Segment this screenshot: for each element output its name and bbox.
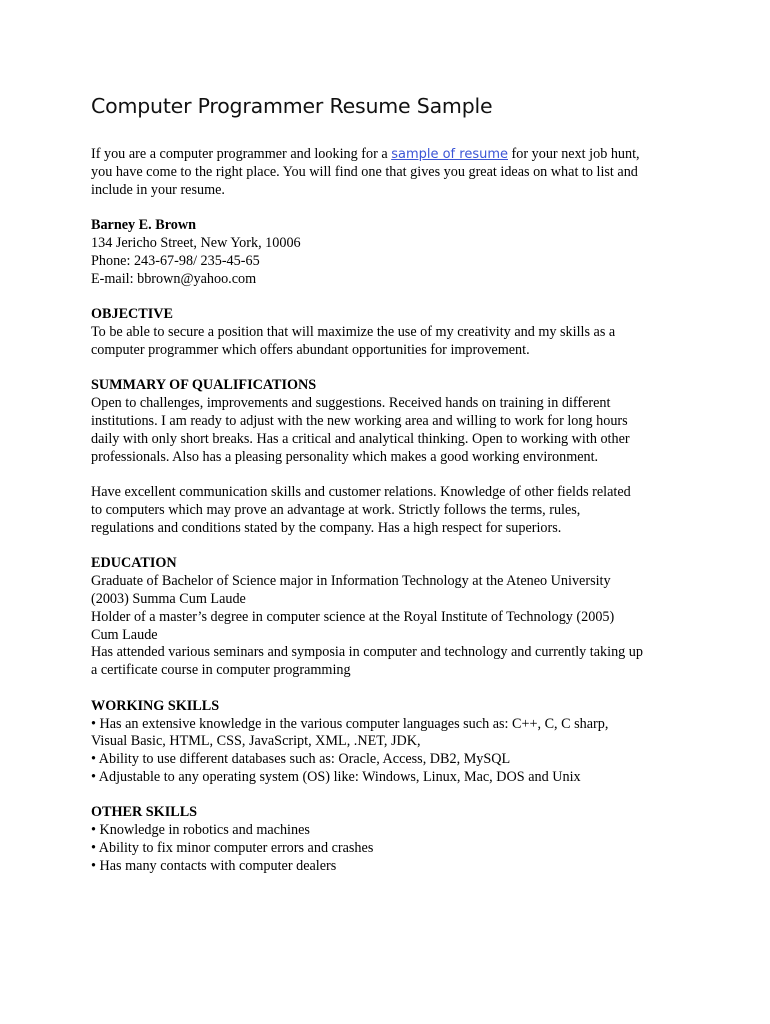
working-skills-item: • Ability to use different databases such as: Oracle, Access, DB2, MySQL	[91, 751, 511, 768]
working-skills-item: • Has an extensive knowledge in the various computer languages such as: C++, C, C sharp,	[91, 715, 609, 732]
education-line: a certificate course in computer programming	[91, 662, 351, 679]
education-heading: EDUCATION	[91, 555, 177, 572]
objective-section	[91, 306, 691, 359]
education-line: Cum Laude	[91, 626, 158, 643]
intro-paragraph	[91, 146, 691, 199]
intro-text-after-link: for your next job hunt,	[508, 146, 640, 162]
summary-line: professionals. Also has a pleasing personality which makes a good working environment.	[91, 448, 599, 465]
contact-email: E-mail: bbrown@yahoo.com	[91, 270, 257, 287]
summary-heading: SUMMARY OF QUALIFICATIONS	[91, 377, 317, 394]
education-line: Holder of a master’s degree in computer science at the Royal Institute of Technology (2005)	[91, 608, 615, 625]
contact-address: 134 Jericho Street, New York, 10006	[91, 234, 301, 251]
contact-phone: Phone: 243-67-98/ 235-45-65	[91, 252, 260, 269]
education-section	[91, 555, 691, 680]
summary-line: institutions. I am ready to adjust with the new working area and willing to work for long hours	[91, 412, 628, 429]
objective-line: computer programmer which offers abundant opportunities for improvement.	[91, 341, 530, 358]
intro-line-1	[91, 146, 691, 164]
summary-section	[91, 377, 691, 466]
contact-name: Barney E. Brown	[91, 217, 196, 234]
working-skills-section	[91, 698, 691, 787]
intro-text-before-link: If you are a computer programmer and looking for a	[91, 146, 392, 162]
page-title: Computer Programmer Resume Sample	[91, 94, 493, 118]
other-skills-item: • Ability to fix minor computer errors and crashes	[91, 840, 374, 857]
summary-line: Open to challenges, improvements and suggestions. Received hands on training in different	[91, 395, 611, 412]
working-skills-item: Visual Basic, HTML, CSS, JavaScript, XML, .NET, JDK,	[91, 733, 421, 750]
objective-line: To be able to secure a position that will maximize the use of my creativity and my skills as a	[91, 323, 616, 340]
working-skills-item: • Adjustable to any operating system (OS) like: Windows, Linux, Mac, DOS and Unix	[91, 768, 581, 785]
other-skills-item: • Has many contacts with computer dealers	[91, 857, 337, 874]
summary-line: to computers which may prove an advantage at work. Strictly follows the terms, rules,	[91, 501, 581, 518]
objective-heading: OBJECTIVE	[91, 306, 173, 323]
contact-block	[91, 217, 691, 288]
document-content	[91, 92, 691, 893]
education-line: Has attended various seminars and symposia in computer and technology and currently taking up	[91, 644, 643, 661]
intro-line-2: you have come to the right place. You will find one that gives you great ideas on what to list and	[91, 163, 638, 180]
summary-line: daily with only short breaks. Has a critical and analytical thinking. Open to working with other	[91, 430, 630, 447]
intro-line-3: include in your resume.	[91, 181, 225, 198]
summary-line: Have excellent communication skills and customer relations. Knowledge of other fields related	[91, 484, 631, 501]
summary-line: regulations and conditions stated by the company. Has a high respect for superiors.	[91, 519, 562, 536]
summary-paragraph-2	[91, 484, 691, 537]
other-skills-section	[91, 804, 691, 875]
other-skills-item: • Knowledge in robotics and machines	[91, 822, 310, 839]
sample-of-resume-link[interactable]: sample of resume	[391, 147, 508, 162]
other-skills-heading: OTHER SKILLS	[91, 804, 198, 821]
education-line: Graduate of Bachelor of Science major in Information Technology at the Ateneo University	[91, 573, 611, 590]
working-skills-heading: WORKING SKILLS	[91, 697, 220, 714]
education-line: (2003) Summa Cum Laude	[91, 590, 246, 607]
